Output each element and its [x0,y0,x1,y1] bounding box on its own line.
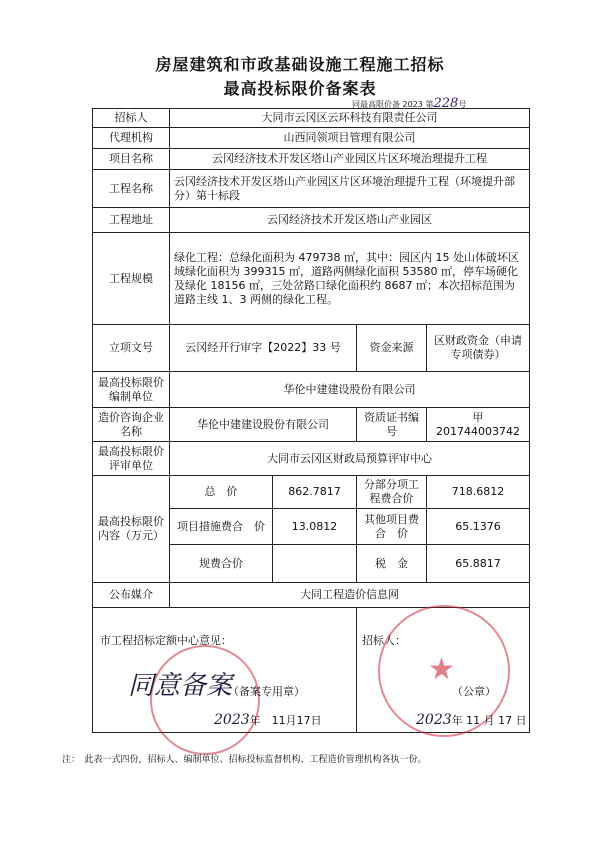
total-price-value: 862.7817 [273,476,357,509]
center-opinion-label: 市工程招标定额中心意见： [100,634,232,647]
footnote: 注： 此表一式四份，招标人、编制单位、招标投标监督机构、工程造价管理机构各执一份。 [62,755,427,765]
fees-value [273,545,357,583]
fund-source-label: 资金来源 [357,325,427,372]
record-number-suffix: 号 [458,100,467,109]
compiler-label: 最高投标限价编制单位 [93,372,170,408]
subitem-cost-label: 分部分项工程费合价 [357,476,427,509]
tenderer-date-year: 2023 [416,712,452,728]
approval-signature: 同意备案 [128,671,233,701]
scale-value: 绿化工程：总绿化面积为 479738 ㎡，其中：园区内 15 处山体破坏区域绿化面积为 399315 ㎡，道路两侧绿化面积 53580 ㎡，停车场硬化及绿化 18156 ㎡，三处岔路口绿化面积约 8687 ㎡；本次招标范围为道路主线 1、3 两侧的绿化工程。 [170,233,530,325]
content-label: 最高投标限价内容（万元） [93,476,170,583]
tenderer-value: 大同市云冈区云环科技有限责任公司 [170,109,530,128]
approval-value: 云冈经开行审字【2022】33 号 [170,325,357,372]
project-name-value: 云冈经济技术开发区塔山产业园区片区环境治理提升工程 [170,149,530,170]
cert-label: 资质证书编 号 [357,408,427,442]
reviewer-label: 最高投标限价评审单位 [93,442,170,476]
tenderer-seal-date [416,712,527,728]
center-date-year: 2023 [214,712,250,728]
other-cost-label: 其他项目费合 价 [357,509,427,545]
total-price-label: 总 价 [170,476,273,509]
project-name-label: 项目名称 [93,149,170,170]
work-name-value: 云冈经济技术开发区塔山产业园区片区环境治理提升工程（环境提升部分）第十标段 [170,170,530,208]
subitem-cost-value: 718.6812 [427,476,530,509]
stamp-star-icon: ★ [428,652,455,687]
tenderer-seal-label: 招标人： [362,634,406,647]
approval-label: 立项文号 [93,325,170,372]
address-label: 工程地址 [93,208,170,233]
form-title-line1: 房屋建筑和市政基础设施工程施工招标 [155,55,445,74]
other-cost-value: 65.1376 [427,509,530,545]
tax-label: 税 金 [357,545,427,583]
tax-value: 65.8817 [427,545,530,583]
work-name-label: 工程名称 [93,170,170,208]
compiler-value: 华伦中建建设股份有限公司 [170,372,530,408]
address-value: 云冈经济技术开发区塔山产业园区 [170,208,530,233]
cert-value: 甲 201744003742 [427,408,530,442]
tenderer-label: 招标人 [93,109,170,128]
measure-cost-label: 项目措施费合 价 [170,509,273,545]
agency-label: 代理机构 [93,128,170,149]
tenderer-date-rest: 年 11 月 17 日 [451,714,527,727]
center-date-rest: 年 11月17日 [249,714,322,727]
form-title-line2: 最高投标限价备案表 [223,79,377,98]
scale-label: 工程规模 [93,233,170,325]
measure-cost-value: 13.0812 [273,509,357,545]
agency-value: 山西同领项目管理有限公司 [170,128,530,149]
fees-label: 规费合价 [170,545,273,583]
consultant-label: 造价咨询企业名称 [93,408,170,442]
fund-source-value: 区财政资金（申请专项债券） [427,325,530,372]
media-label: 公布媒介 [93,583,170,608]
filing-seal-note: （备案专用章） [228,685,305,698]
record-number-value: 228 [433,96,459,111]
consultant-value: 华伦中建建设股份有限公司 [170,408,357,442]
reviewer-value: 大同市云冈区财政局预算评审中心 [170,442,530,476]
media-value: 大同工程造价信息网 [170,583,530,608]
tenderer-seal-note: （公章） [452,685,496,698]
record-number-prefix: 同最高限价备 2023 第 [352,100,434,109]
center-opinion-date [214,712,322,728]
